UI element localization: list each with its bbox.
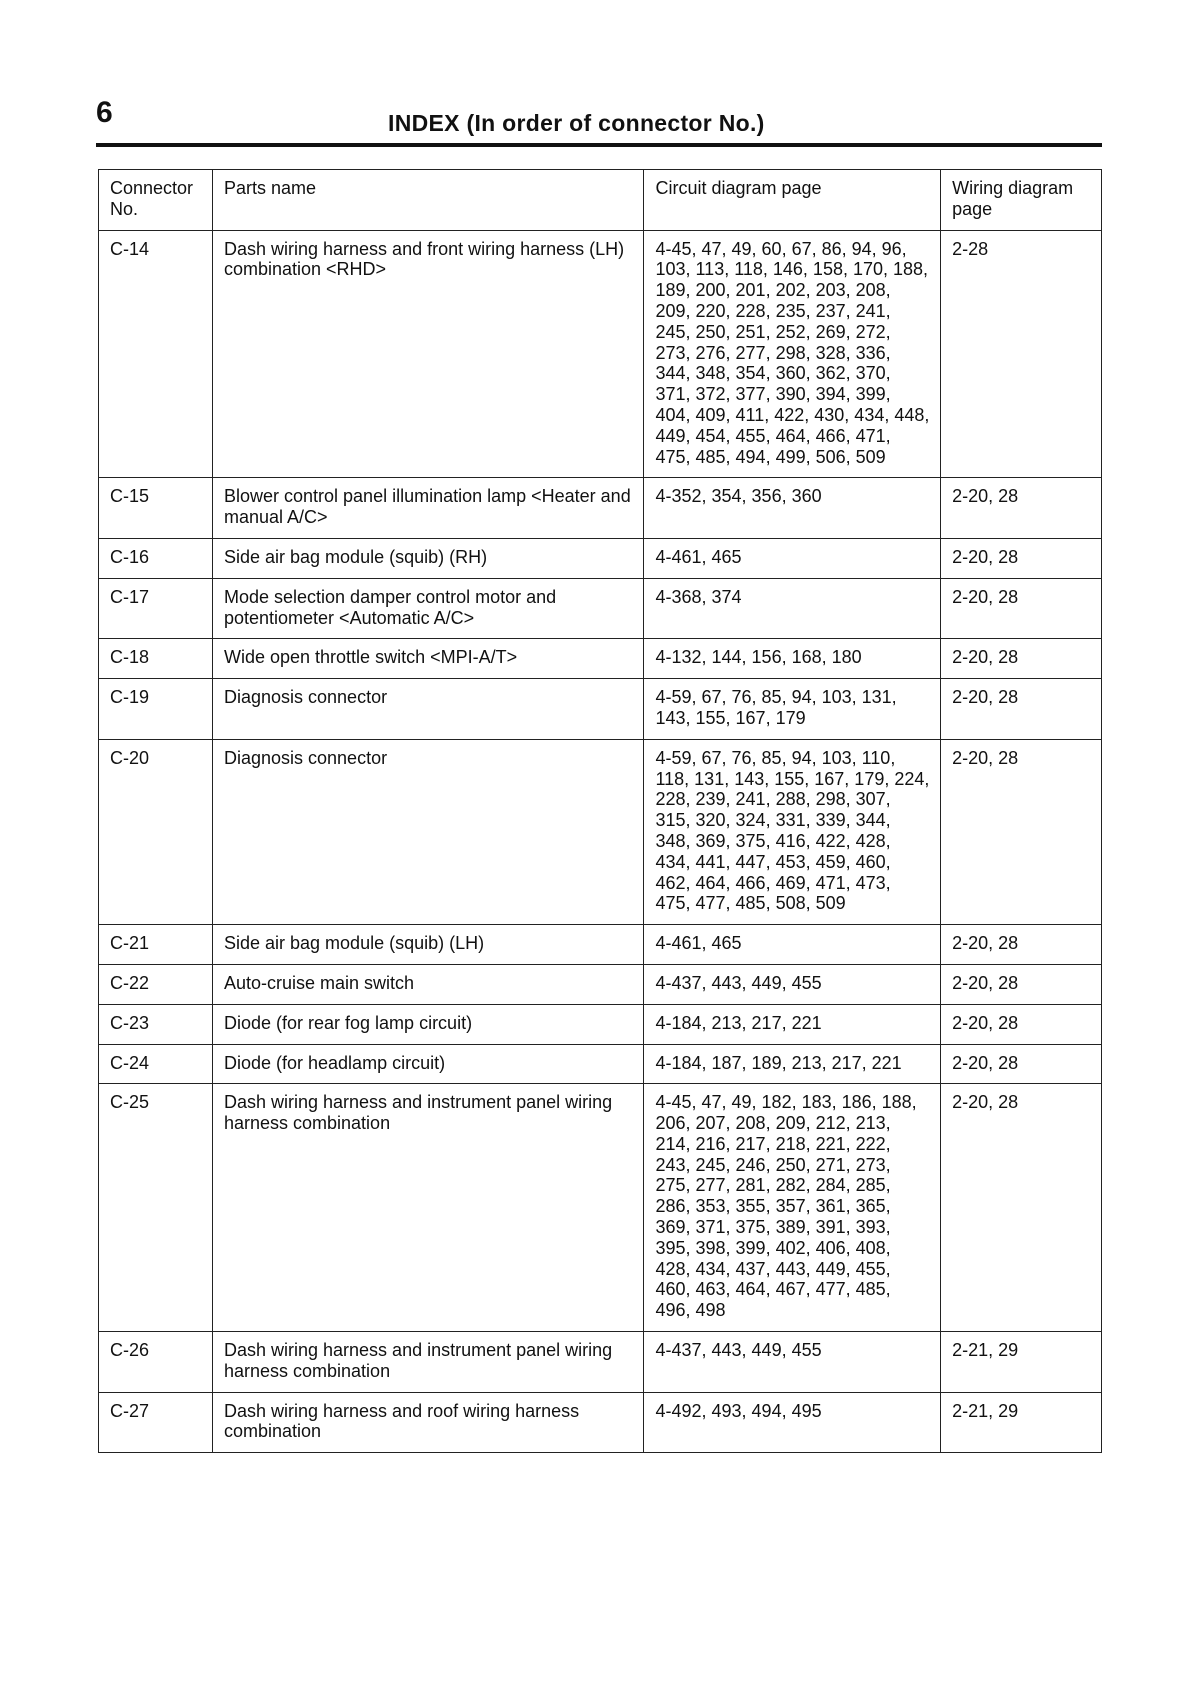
wiring-diagram-page-cell: 2-20, 28	[941, 964, 1102, 1004]
parts-name-cell: Diagnosis connector	[212, 679, 643, 740]
parts-name-cell: Diagnosis connector	[212, 739, 643, 924]
parts-name-cell: Dash wiring harness and instrument panel wiring harness combination	[212, 1332, 643, 1393]
table-row	[99, 478, 1102, 539]
connector-no-cell: C-24	[99, 1044, 213, 1084]
table-row	[99, 578, 1102, 639]
circuit-diagram-page-cell: 4-461, 465	[644, 538, 941, 578]
wiring-diagram-page-cell: 2-20, 28	[941, 1044, 1102, 1084]
parts-name-cell: Mode selection damper control motor and potentiometer <Automatic A/C>	[212, 578, 643, 639]
circuit-diagram-page-cell: 4-492, 493, 494, 495	[644, 1392, 941, 1453]
circuit-diagram-page-cell: 4-437, 443, 449, 455	[644, 964, 941, 1004]
parts-name-cell: Side air bag module (squib) (LH)	[212, 925, 643, 965]
circuit-diagram-page-cell: 4-352, 354, 356, 360	[644, 478, 941, 539]
table-header-row	[99, 170, 1102, 231]
wiring-diagram-page-cell: 2-20, 28	[941, 538, 1102, 578]
page-title: INDEX (In order of connector No.)	[388, 110, 765, 136]
connector-no-cell: C-21	[99, 925, 213, 965]
wiring-diagram-page-cell: 2-20, 28	[941, 478, 1102, 539]
header-wiring-diagram-page: Wiring diagram page	[941, 170, 1102, 231]
connector-no-cell: C-22	[99, 964, 213, 1004]
title-divider	[96, 143, 1102, 147]
table-row	[99, 1004, 1102, 1044]
circuit-diagram-page-cell: 4-437, 443, 449, 455	[644, 1332, 941, 1393]
table-row	[99, 1044, 1102, 1084]
connector-no-cell: C-18	[99, 639, 213, 679]
circuit-diagram-page-cell: 4-461, 465	[644, 925, 941, 965]
connector-no-cell: C-15	[99, 478, 213, 539]
table-row	[99, 230, 1102, 478]
table-row	[99, 639, 1102, 679]
header-connector-no: Connector No.	[99, 170, 213, 231]
circuit-diagram-page-cell: 4-184, 187, 189, 213, 217, 221	[644, 1044, 941, 1084]
circuit-diagram-page-cell: 4-45, 47, 49, 182, 183, 186, 188, 206, 207, 208, 209, 212, 213, 214, 216, 217, 218, 221, 222, 243, 245, 246, 250, 271, 273, 275, 277, 281, 282, 284, 285, 286, 353, 355, 357, 361, 365, 369, 371, 375, 389, 391, 393, 395, 398, 399, 402, 406, 408, 428, 434, 437, 443, 449, 455, 460, 463, 464, 467, 477, 485, 496, 498	[644, 1084, 941, 1332]
parts-name-cell: Side air bag module (squib) (RH)	[212, 538, 643, 578]
parts-name-cell: Blower control panel illumination lamp <Heater and manual A/C>	[212, 478, 643, 539]
table-row	[99, 1332, 1102, 1393]
connector-no-cell: C-25	[99, 1084, 213, 1332]
circuit-diagram-page-cell: 4-368, 374	[644, 578, 941, 639]
wiring-diagram-page-cell: 2-20, 28	[941, 1004, 1102, 1044]
parts-name-cell: Dash wiring harness and instrument panel wiring harness combination	[212, 1084, 643, 1332]
wiring-diagram-page-cell: 2-21, 29	[941, 1392, 1102, 1453]
parts-name-cell: Dash wiring harness and front wiring harness (LH) combination <RHD>	[212, 230, 643, 478]
wiring-diagram-page-cell: 2-20, 28	[941, 925, 1102, 965]
table-row	[99, 964, 1102, 1004]
parts-name-cell: Diode (for headlamp circuit)	[212, 1044, 643, 1084]
circuit-diagram-page-cell: 4-59, 67, 76, 85, 94, 103, 110, 118, 131, 143, 155, 167, 179, 224, 228, 239, 241, 288, 298, 307, 315, 320, 324, 331, 339, 344, 348, 369, 375, 416, 422, 428, 434, 441, 447, 453, 459, 460, 462, 464, 466, 469, 471, 473, 475, 477, 485, 508, 509	[644, 739, 941, 924]
parts-name-cell: Dash wiring harness and roof wiring harness combination	[212, 1392, 643, 1453]
connector-index-table	[98, 169, 1102, 1453]
wiring-diagram-page-cell: 2-20, 28	[941, 679, 1102, 740]
table-row	[99, 925, 1102, 965]
table-row	[99, 679, 1102, 740]
circuit-diagram-page-cell: 4-59, 67, 76, 85, 94, 103, 131, 143, 155, 167, 179	[644, 679, 941, 740]
table-row	[99, 739, 1102, 924]
wiring-diagram-page-cell: 2-20, 28	[941, 578, 1102, 639]
parts-name-cell: Diode (for rear fog lamp circuit)	[212, 1004, 643, 1044]
wiring-diagram-page-cell: 2-20, 28	[941, 639, 1102, 679]
connector-no-cell: C-19	[99, 679, 213, 740]
wiring-diagram-page-cell: 2-28	[941, 230, 1102, 478]
wiring-diagram-page-cell: 2-21, 29	[941, 1332, 1102, 1393]
table-row	[99, 1392, 1102, 1453]
wiring-diagram-page-cell: 2-20, 28	[941, 739, 1102, 924]
connector-no-cell: C-14	[99, 230, 213, 478]
connector-no-cell: C-20	[99, 739, 213, 924]
connector-no-cell: C-27	[99, 1392, 213, 1453]
parts-name-cell: Wide open throttle switch <MPI-A/T>	[212, 639, 643, 679]
circuit-diagram-page-cell: 4-132, 144, 156, 168, 180	[644, 639, 941, 679]
connector-no-cell: C-17	[99, 578, 213, 639]
circuit-diagram-page-cell: 4-184, 213, 217, 221	[644, 1004, 941, 1044]
connector-no-cell: C-16	[99, 538, 213, 578]
circuit-diagram-page-cell: 4-45, 47, 49, 60, 67, 86, 94, 96, 103, 113, 118, 146, 158, 170, 188, 189, 200, 201, 202, 203, 208, 209, 220, 228, 235, 237, 241, 245, 250, 251, 252, 269, 272, 273, 276, 277, 298, 328, 336, 344, 348, 354, 360, 362, 370, 371, 372, 377, 390, 394, 399, 404, 409, 411, 422, 430, 434, 448, 449, 454, 455, 464, 466, 471, 475, 485, 494, 499, 506, 509	[644, 230, 941, 478]
table-row	[99, 538, 1102, 578]
header-parts-name: Parts name	[212, 170, 643, 231]
page-number: 6	[96, 96, 113, 129]
header-circuit-diagram-page: Circuit diagram page	[644, 170, 941, 231]
connector-no-cell: C-23	[99, 1004, 213, 1044]
wiring-diagram-page-cell: 2-20, 28	[941, 1084, 1102, 1332]
table-row	[99, 1084, 1102, 1332]
parts-name-cell: Auto-cruise main switch	[212, 964, 643, 1004]
connector-no-cell: C-26	[99, 1332, 213, 1393]
